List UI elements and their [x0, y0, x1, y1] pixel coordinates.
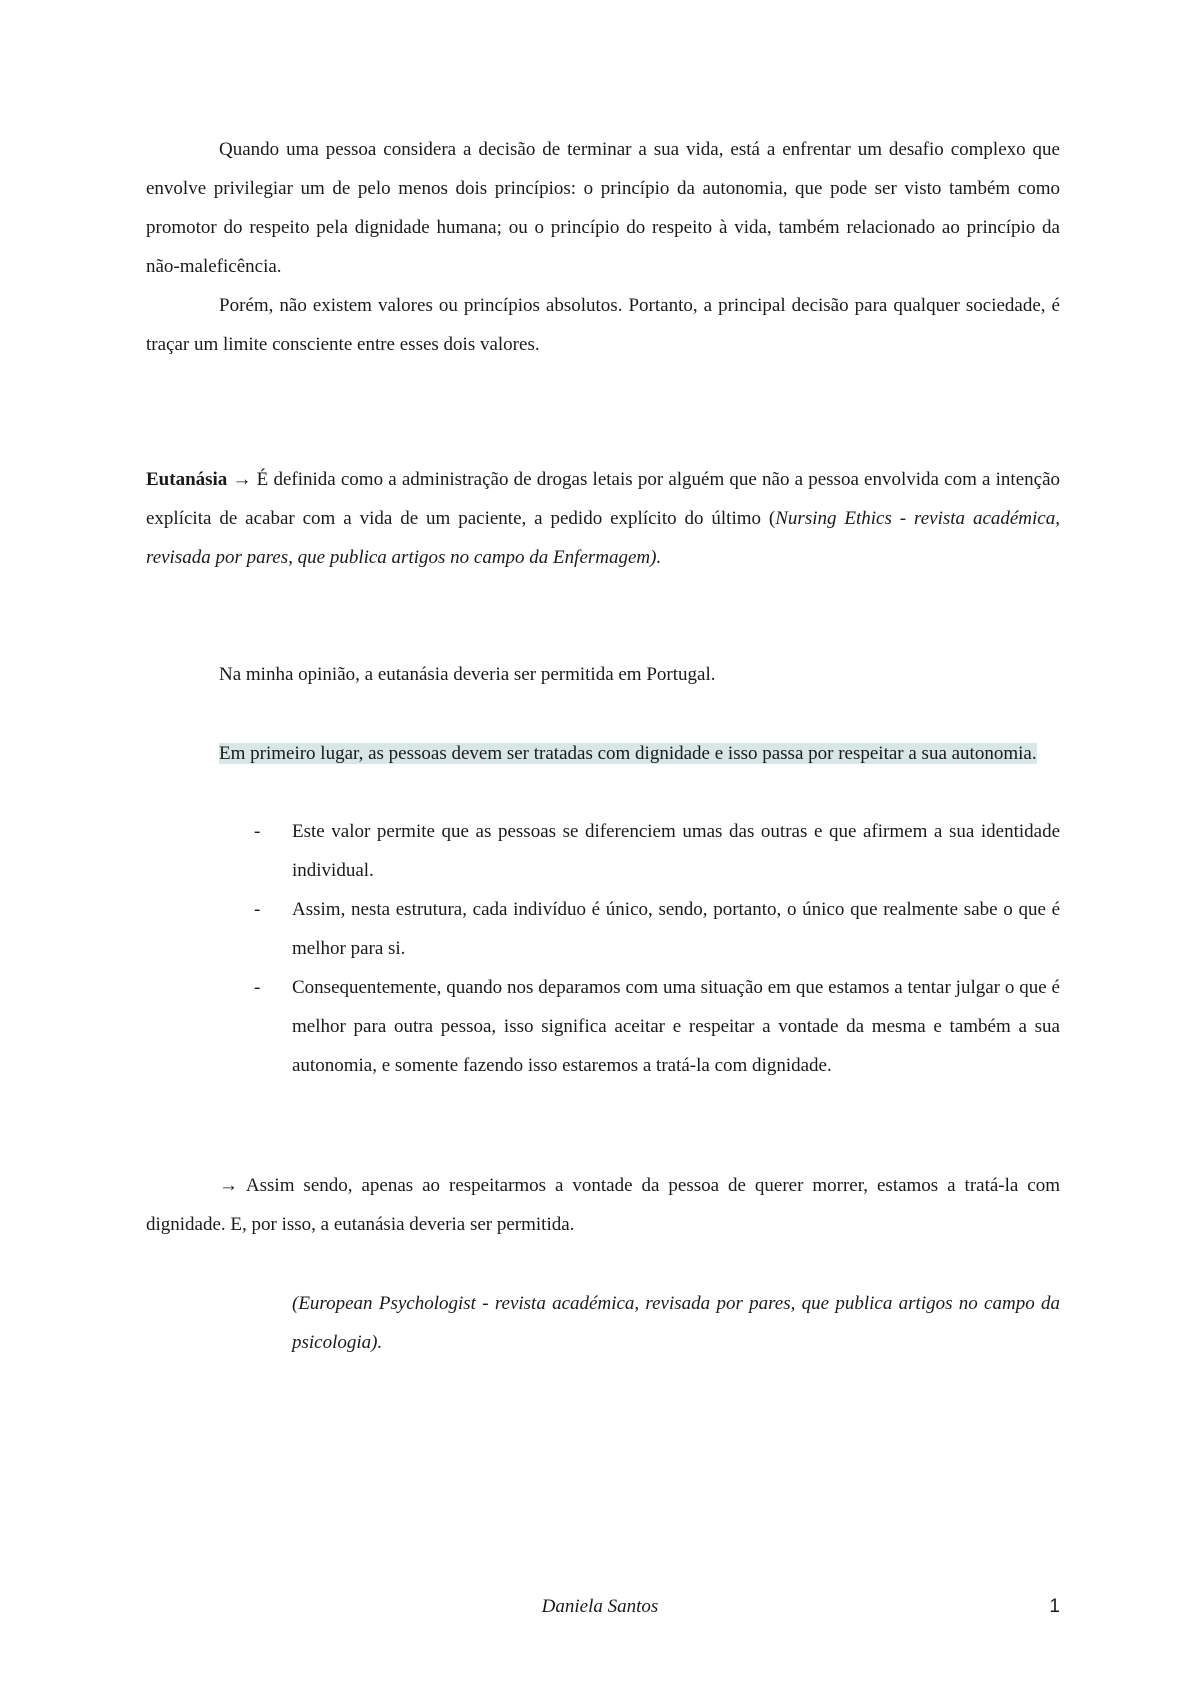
list-item — [146, 812, 1060, 890]
definition-paragraph — [146, 460, 1060, 577]
definition-source-title: Nursing Ethics — [775, 508, 892, 529]
bullet-text: Consequentemente, quando nos deparamos com uma situação em que estamos a tentar julgar o que é melhor para outra pessoa, isso significa aceitar e respeitar a vontade da mesma e também a sua autonomia, e somente fazendo isso estaremos a tratá-la com dignidade. — [292, 977, 1060, 1076]
argument-bullet-list — [146, 812, 1060, 1085]
arrow-icon: → — [232, 469, 252, 490]
conclusion-paragraph: → Assim sendo, apenas ao respeitarmos a vontade da pessoa de querer morrer, estamos a tratá-la com dignidade. E, por isso, a eutanásia deveria ser permitida. — [146, 1175, 1060, 1235]
opinion-section — [146, 655, 1060, 694]
bullet-dash: - — [254, 977, 261, 998]
list-item — [146, 968, 1060, 1085]
definition-section — [146, 460, 1060, 577]
definition-text: É definida como a administração de drogas letais por alguém que não a pessoa envolvida com a intenção explícita de acabar com a vida de um paciente, a pedido explícito do último ( — [146, 469, 1061, 529]
argument-section — [146, 734, 1060, 773]
bullet-text: Este valor permite que as pessoas se diferenciem umas das outras e que afirmem a sua identidade individual. — [292, 821, 1060, 881]
highlighted-argument: Em primeiro lugar, as pessoas devem ser tratadas com dignidade e isso passa por respeitar a sua autonomia. — [219, 743, 1037, 764]
intro-section — [146, 130, 1060, 364]
bullet-dash: - — [254, 899, 261, 920]
footer-author: Daniela Santos — [541, 1596, 659, 1617]
opinion-paragraph: Na minha opinião, a eutanásia deveria ser permitida em Portugal. — [219, 664, 716, 685]
list-item — [146, 890, 1060, 968]
argument-paragraph — [146, 734, 1060, 773]
intro-paragraph-1: Quando uma pessoa considera a decisão de terminar a sua vida, está a enfrentar um desafio complexo que envolve privilegiar um de pelo menos dois princípios: o princípio da autonomia, que pode ser visto também como promotor do respeito pela dignidade humana; ou o princípio do respeito à vida, também relacionado ao princípio da não-maleficência. — [146, 139, 1060, 277]
page-number: 1 — [1049, 1596, 1060, 1617]
bullet-text: Assim, nesta estrutura, cada indivíduo é único, sendo, portanto, o único que realmente sabe o que é melhor para si. — [292, 899, 1060, 959]
citation: (European Psychologist - revista académica, revisada por pares, que publica artigos no campo da psicologia). — [292, 1293, 1060, 1353]
bullet-dash: - — [254, 821, 261, 842]
definition-term: Eutanásia — [146, 469, 228, 490]
intro-paragraph-2: Porém, não existem valores ou princípios absolutos. Portanto, a principal decisão para qualquer sociedade, é traçar um limite consciente entre esses dois valores. — [146, 295, 1060, 355]
definition-source-rest: - revista académica, revisada por pares, que publica artigos no campo da Enfermagem). — [146, 508, 1060, 568]
conclusion-section — [146, 1166, 1060, 1244]
